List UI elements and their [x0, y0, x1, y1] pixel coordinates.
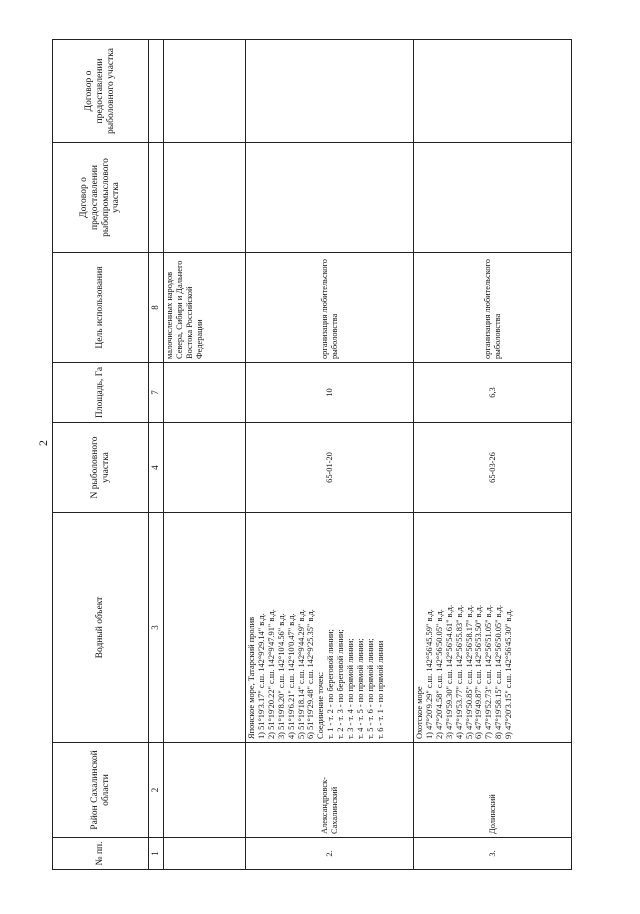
continuation-row: [164, 40, 246, 870]
purpose-cell: организация любительского рыболовства: [246, 253, 414, 363]
purpose-cell: организация любительского рыболовства: [414, 253, 572, 363]
index-cell: [149, 143, 164, 253]
index-cell: 7: [149, 363, 164, 423]
row-number: 2.: [246, 838, 414, 870]
rotated-table-wrapper: [52, 40, 572, 870]
index-cell: 1: [149, 838, 164, 870]
district-cell: Долинский: [414, 743, 572, 838]
header-num: № пп.: [53, 838, 149, 870]
header-water-object: Водный объект: [53, 513, 149, 743]
page-number: 2: [36, 440, 50, 446]
row-number: 3.: [414, 838, 572, 870]
header-purpose: Цель использования: [53, 253, 149, 363]
header-contract-recreational: Договор о предоставлении рыболовного участка: [53, 40, 149, 143]
index-cell: 4: [149, 423, 164, 513]
header-area-ha: Площадь, Га: [53, 363, 149, 423]
continuation-purpose-cell: малочисленных народов Севера, Сибири и Дальнего Востока Российской Федерации: [164, 253, 246, 363]
area-ha-cell: 10: [246, 363, 414, 423]
header-contract-commercial: Договор о предоставлении рыбопромыслового участка: [53, 143, 149, 253]
area-number-cell: 65-01-20: [246, 423, 414, 513]
table-row: [246, 40, 414, 870]
district-cell: Александровск-Сахалинский: [246, 743, 414, 838]
area-ha-cell: 6,3: [414, 363, 572, 423]
index-cell: [149, 40, 164, 143]
index-cell: 2: [149, 743, 164, 838]
fishing-areas-table: [52, 39, 572, 870]
column-index-row: [149, 40, 164, 870]
header-area-number: N рыболовного участка: [53, 423, 149, 513]
index-cell: 3: [149, 513, 164, 743]
table-row: [414, 40, 572, 870]
header-district: Район Сахалинской области: [53, 743, 149, 838]
header-row: [53, 40, 149, 870]
water-object-cell: Охотское море 1) 47°20'9.29" с.ш. 142°56'45.59" в.д. 2) 47°20'4.58" с.ш. 142°56'50.05" в.д. 3) 47°19'59.30" с.ш. 142°56'54.61" в.д. 4) 47°19'53.77" с.ш. 142°56'55.83" в.д. 5) 47°19'50.85" с.ш. 142°56'58.17" в.д. 6) 47°19'49.87" с.ш. 142°56'53.50" в.д. 7) 47°19'52.73" с.ш. 142°56'51.05" в.д. 8) 47°19'58.15" с.ш. 142°56'50.05" в.д. 9) 47°20'3.15" с.ш. 142°56'45.30" в.д.: [414, 513, 572, 743]
area-number-cell: 65-03-26: [414, 423, 572, 513]
water-object-cell: Японское море, Татарский пролив 1) 51°19'3.17" с.ш. 142°9'29.14" в.д. 2) 51°19'20.22" с.ш. 142°9'47.91" в.д. 3) 51°19'8.20" с.ш. 142°10'4.56" в.д. 4) 51°19'6.21" с.ш. 142°10'0.47" в.д. 5) 51°19'18.14" с.ш. 142°9'44.29" в.д. 6) 51°19'29.48" с.ш. 142°9'25.35" в.д. Соединение точек: т. 1 - т. 2 - по береговой линии; т. 2 - т. 3 - по береговой линии; т. 3 - т. 4 - по прямой линии; т. 4 - т. 5 - по прямой линии; т. 5 - т. 6 - по прямой линии; т. 6 - т. 1 - по прямой линии: [246, 513, 414, 743]
index-cell: 8: [149, 253, 164, 363]
